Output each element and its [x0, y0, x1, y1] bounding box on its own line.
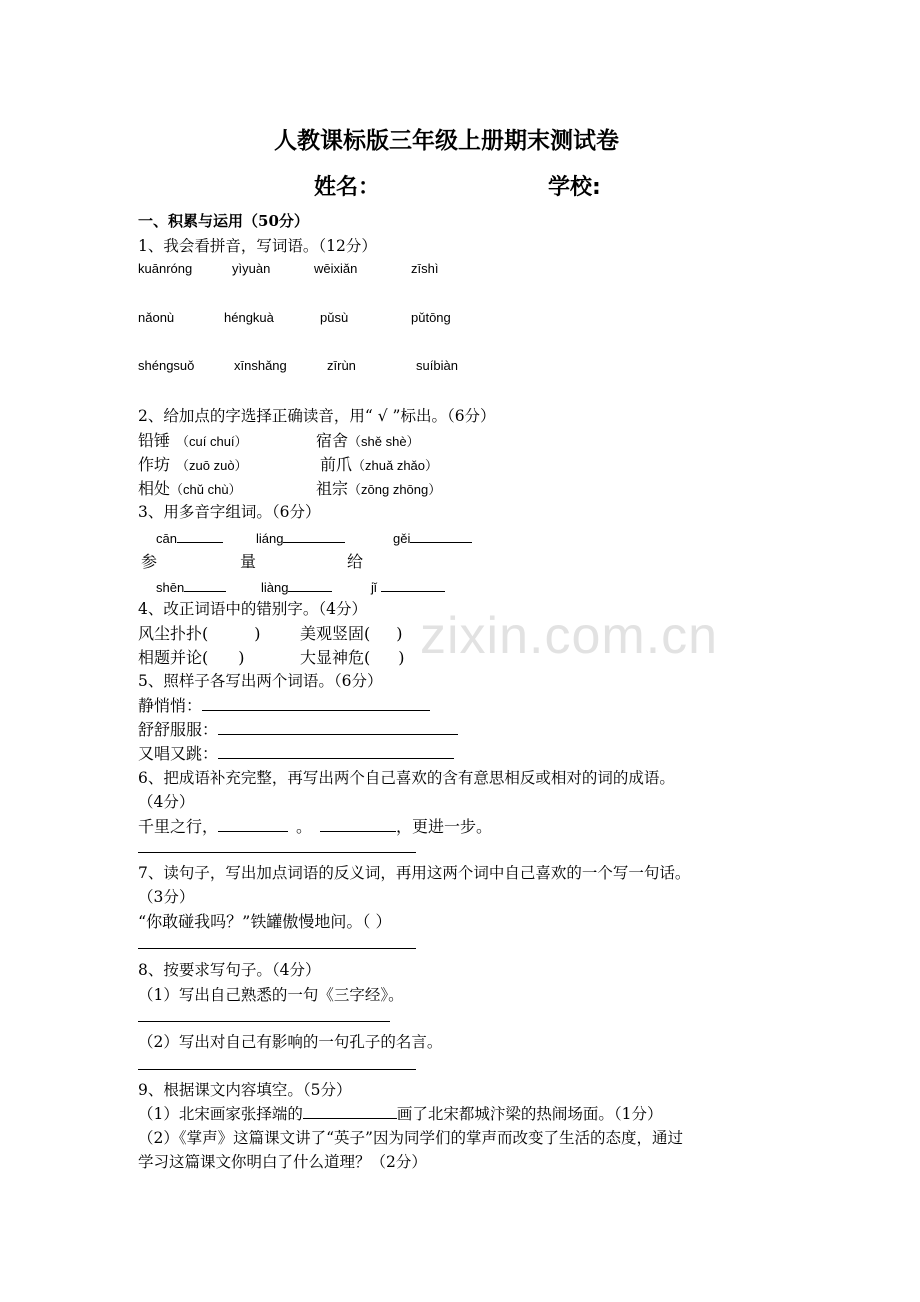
pinyin-item: zīshì: [411, 261, 439, 276]
pinyin-item: pǔsù: [320, 310, 349, 325]
polyphone-pinyin: cān: [156, 528, 223, 546]
q6-heading: 6、把成语补充完整，再写出两个自己喜欢的含有意思相反或相对的词的成语。: [138, 769, 675, 787]
polyphone-char: 参: [141, 552, 158, 571]
pinyin-item: xīnshǎng: [234, 358, 287, 373]
pinyin-item: shéngsuǒ: [138, 358, 195, 373]
q2-item: 铅锤 （cuí chuí）: [138, 431, 248, 450]
q2-item: 相处（chǔ chù）: [138, 479, 242, 498]
q5-item: 静悄悄：: [138, 693, 430, 716]
polyphone-pinyin: liàng: [261, 577, 332, 595]
polyphone-pinyin: liáng: [256, 528, 345, 546]
q9-sub2: （2）《掌声》这篇课文讲了“英子”因为同学们的掌声而改变了生活的态度，通过: [138, 1129, 683, 1147]
q9-heading: 9、根据课文内容填空。（5分）: [138, 1081, 352, 1099]
q8-sub2: （2）写出对自己有影响的一句孔子的名言。: [138, 1033, 443, 1051]
q6-score: （4分）: [138, 793, 195, 811]
school-label: 学校:: [548, 175, 601, 200]
q7-score: （3分）: [138, 888, 195, 906]
pinyin-item: suíbiàn: [416, 358, 458, 373]
answer-line: [138, 1021, 390, 1022]
q8-sub1: （1）写出自己熟悉的一句《三字经》。: [138, 986, 404, 1004]
polyphone-pinyin: jǐ: [371, 577, 445, 595]
q7-heading: 7、读句子，写出加点词语的反义词，再用这两个词中自己喜欢的一个写一句话。: [138, 864, 691, 882]
q5-item: 又唱又跳：: [138, 741, 454, 764]
q2-item: 前爪（zhuǎ zhǎo）: [320, 455, 439, 474]
polyphone-char: 给: [347, 552, 364, 571]
pinyin-item: zīrùn: [327, 358, 356, 373]
page-title: 人教课标版三年级上册期末测试卷: [274, 128, 619, 154]
q3-heading: 3、用多音字组词。（6分）: [138, 503, 321, 521]
q5-heading: 5、照样子各写出两个词语。（6分）: [138, 672, 383, 690]
q4-item: 大显神危( ): [300, 648, 405, 667]
name-label: 姓名：: [314, 175, 381, 200]
pinyin-item: kuānróng: [138, 261, 193, 276]
watermark: zixin.com.cn: [420, 607, 719, 665]
section-heading: 一、积累与运用（50分）: [138, 212, 309, 230]
answer-line: [138, 1069, 416, 1070]
q2-item: 作坊 （zuō zuò）: [138, 455, 248, 474]
q4-item: 美观竖固( ): [300, 624, 403, 643]
q2-heading: 2、给加点的字选择正确读音，用“ √ ”标出。（6分）: [138, 407, 496, 425]
answer-line: [138, 948, 416, 949]
q5-item: 舒舒服服：: [138, 717, 458, 740]
q4-heading: 4、改正词语中的错别字。（4分）: [138, 600, 367, 618]
q4-item: 风尘扑扑( ): [138, 624, 261, 643]
polyphone-char: 量: [240, 552, 257, 571]
q9-sub1: （1）北宋画家张择端的 画了北宋都城汴梁的热闹场面。（1分）: [138, 1105, 663, 1123]
pinyin-item: pǔtōng: [411, 310, 451, 325]
q9-sub2-cont: 学习这篇课文你明白了什么道理？（2分）: [138, 1153, 427, 1171]
pinyin-item: nǎonù: [138, 310, 175, 325]
q6-idiom: 千里之行， 。 ，更进一步。: [138, 817, 493, 836]
q2-item: 宿舍（shě shè）: [316, 431, 420, 450]
pinyin-item: yìyuàn: [232, 261, 271, 276]
q1-heading: 1、我会看拼音，写词语。（12分）: [138, 237, 377, 255]
polyphone-pinyin: shēn: [156, 577, 226, 595]
pinyin-item: héngkuà: [224, 310, 274, 325]
polyphone-pinyin: gěi: [393, 528, 472, 546]
answer-line: [138, 852, 416, 853]
q2-item: 祖宗（zōng zhōng）: [316, 479, 442, 498]
pinyin-item: wēixiǎn: [314, 261, 358, 276]
q4-item: 相题并论( ): [138, 648, 245, 667]
q7-sentence: “你敢碰我吗？”铁罐傲慢地问。（ ）: [138, 912, 392, 931]
q8-heading: 8、按要求写句子。（4分）: [138, 961, 321, 979]
